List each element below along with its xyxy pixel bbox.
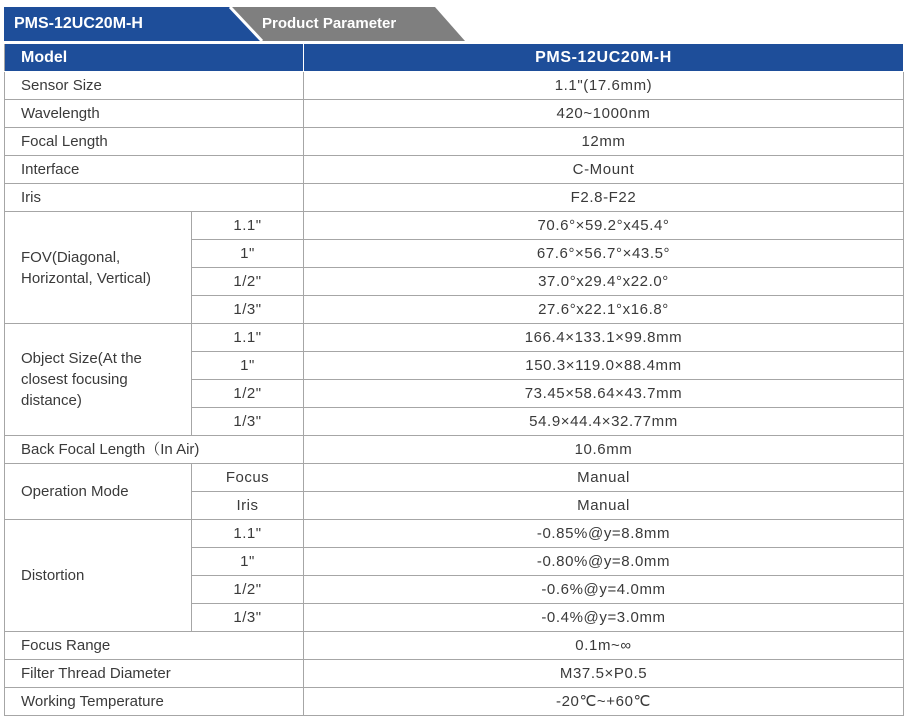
table-row bbox=[5, 156, 904, 184]
model-tab: PMS-12UC20M-H bbox=[14, 15, 143, 32]
fov-value-1-3: 27.6°x22.1°x16.8° bbox=[304, 296, 904, 324]
table-row bbox=[5, 128, 904, 156]
fov-label: FOV(Diagonal, Horizontal, Vertical) bbox=[5, 212, 192, 324]
distortion-sensor-1-3: 1/3" bbox=[192, 604, 304, 632]
object-size-value-1-1: 166.4×133.1×99.8mm bbox=[304, 324, 904, 352]
fov-sensor-1-3: 1/3" bbox=[192, 296, 304, 324]
focal-length-value: 12mm bbox=[304, 128, 904, 156]
sensor-size-label: Sensor Size bbox=[5, 72, 304, 100]
fov-sensor-1: 1" bbox=[192, 240, 304, 268]
object-size-value-1-3: 54.9×44.4×32.77mm bbox=[304, 408, 904, 436]
object-size-sensor-1-1: 1.1" bbox=[192, 324, 304, 352]
iris-label: Iris bbox=[5, 184, 304, 212]
distortion-sensor-1-1: 1.1" bbox=[192, 520, 304, 548]
table-row bbox=[5, 464, 904, 492]
operation-mode-iris-value: Manual bbox=[304, 492, 904, 520]
distortion-value-1-2: -0.6%@y=4.0mm bbox=[304, 576, 904, 604]
operation-mode-label: Operation Mode bbox=[5, 464, 192, 520]
object-size-sensor-1: 1" bbox=[192, 352, 304, 380]
object-size-sensor-1-3: 1/3" bbox=[192, 408, 304, 436]
distortion-value-1-3: -0.4%@y=3.0mm bbox=[304, 604, 904, 632]
interface-value: C-Mount bbox=[304, 156, 904, 184]
back-focal-length-label: Back Focal Length（In Air) bbox=[5, 436, 304, 464]
table-row bbox=[5, 100, 904, 128]
fov-sensor-1-2: 1/2" bbox=[192, 268, 304, 296]
object-size-sensor-1-2: 1/2" bbox=[192, 380, 304, 408]
interface-label: Interface bbox=[5, 156, 304, 184]
working-temperature-label: Working Temperature bbox=[5, 688, 304, 716]
model-value: PMS-12UC20M-H bbox=[304, 44, 904, 72]
table-row bbox=[5, 436, 904, 464]
fov-sensor-1-1: 1.1" bbox=[192, 212, 304, 240]
filter-thread-label: Filter Thread Diameter bbox=[5, 660, 304, 688]
distortion-sensor-1-2: 1/2" bbox=[192, 576, 304, 604]
table-header-row bbox=[5, 44, 904, 72]
wavelength-label: Wavelength bbox=[5, 100, 304, 128]
fov-value-1-2: 37.0°x29.4°x22.0° bbox=[304, 268, 904, 296]
filter-thread-value: M37.5×P0.5 bbox=[304, 660, 904, 688]
table-row bbox=[5, 324, 904, 352]
back-focal-length-value: 10.6mm bbox=[304, 436, 904, 464]
distortion-value-1: -0.80%@y=8.0mm bbox=[304, 548, 904, 576]
distortion-sensor-1: 1" bbox=[192, 548, 304, 576]
model-label: Model bbox=[5, 44, 304, 72]
sensor-size-value: 1.1"(17.6mm) bbox=[304, 72, 904, 100]
focus-range-label: Focus Range bbox=[5, 632, 304, 660]
operation-mode-iris-label: Iris bbox=[192, 492, 304, 520]
product-parameter-tab: Product Parameter bbox=[262, 15, 397, 32]
table-row bbox=[5, 688, 904, 716]
object-size-value-1-2: 73.45×58.64×43.7mm bbox=[304, 380, 904, 408]
working-temperature-value: -20℃~+60℃ bbox=[304, 688, 904, 716]
spec-table bbox=[4, 43, 904, 716]
focus-range-value: 0.1m~∞ bbox=[304, 632, 904, 660]
table-row bbox=[5, 72, 904, 100]
table-row bbox=[5, 660, 904, 688]
fov-value-1: 67.6°×56.7°×43.5° bbox=[304, 240, 904, 268]
object-size-value-1: 150.3×119.0×88.4mm bbox=[304, 352, 904, 380]
table-row bbox=[5, 184, 904, 212]
focal-length-label: Focal Length bbox=[5, 128, 304, 156]
iris-value: F2.8-F22 bbox=[304, 184, 904, 212]
operation-mode-focus-value: Manual bbox=[304, 464, 904, 492]
table-row bbox=[5, 212, 904, 240]
table-row bbox=[5, 520, 904, 548]
operation-mode-focus-label: Focus bbox=[192, 464, 304, 492]
fov-value-1-1: 70.6°×59.2°x45.4° bbox=[304, 212, 904, 240]
table-row bbox=[5, 632, 904, 660]
wavelength-value: 420~1000nm bbox=[304, 100, 904, 128]
distortion-value-1-1: -0.85%@y=8.8mm bbox=[304, 520, 904, 548]
header-tabs bbox=[4, 7, 904, 43]
object-size-label: Object Size(At the closest focusing distance) bbox=[5, 324, 192, 436]
distortion-label: Distortion bbox=[5, 520, 192, 632]
